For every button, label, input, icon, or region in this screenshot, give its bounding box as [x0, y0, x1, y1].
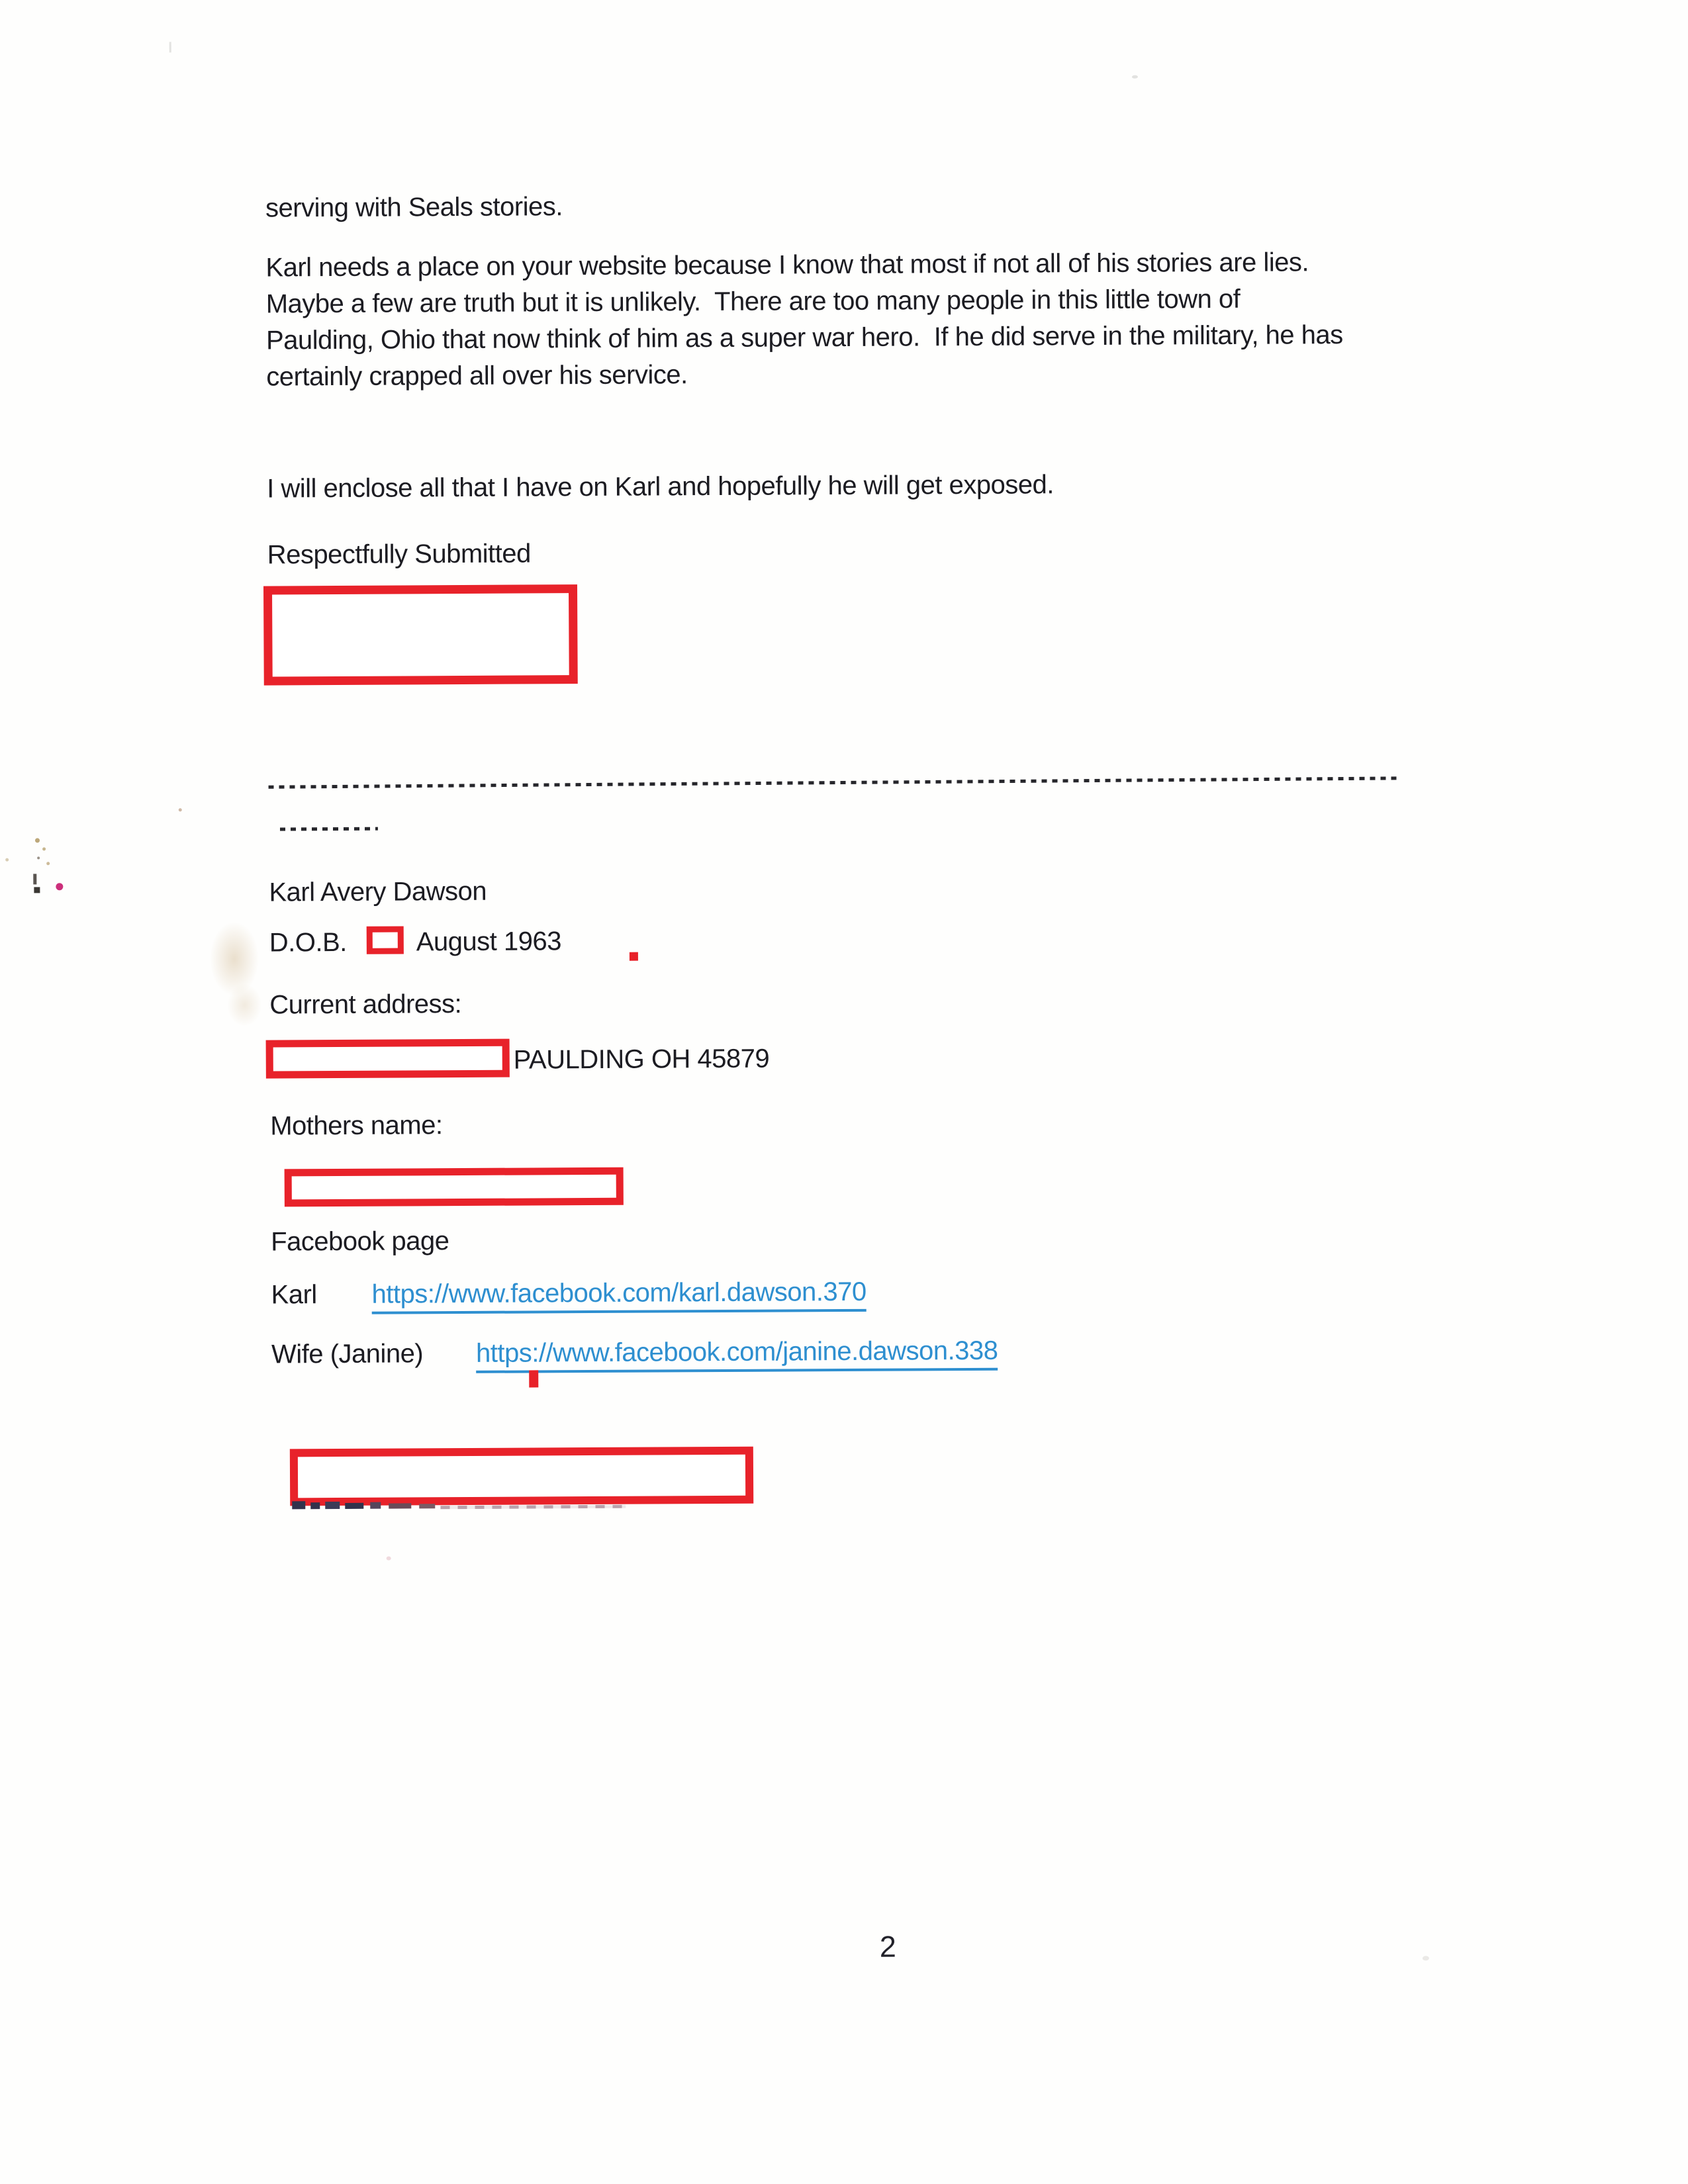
scan-speck	[1423, 1956, 1429, 1960]
scan-speck	[169, 42, 171, 52]
scan-speck	[179, 808, 182, 811]
scan-speck	[33, 874, 36, 884]
dashed-separator-short	[280, 827, 378, 831]
scan-speck	[5, 858, 9, 862]
hidden-text-remnant	[325, 1502, 340, 1509]
dob-label: D.O.B.	[269, 927, 347, 958]
scan-speck	[42, 847, 46, 850]
mothers-name-label: Mothers name:	[270, 1111, 443, 1141]
scan-speck-pink	[56, 883, 63, 890]
facebook-wife-label: Wife (Janine)	[271, 1339, 424, 1369]
opening-fragment-line: serving with Seals stories.	[265, 192, 563, 223]
dashed-separator-long	[269, 776, 1398, 788]
facebook-karl-link[interactable]: https://www.facebook.com/karl.dawson.370	[371, 1277, 866, 1314]
hidden-text-remnant	[419, 1504, 435, 1508]
scan-speck	[37, 856, 40, 859]
paragraph-line-3: Paulding, Ohio that now think of him as a super war hero. If he did serve in the military, he has	[265, 320, 1343, 355]
hidden-text-remnant	[389, 1503, 411, 1508]
stray-red-mark-1	[630, 952, 638, 961]
scan-speck	[34, 887, 40, 893]
hidden-text-remnant	[292, 1501, 305, 1509]
redaction-box-signature	[263, 584, 578, 685]
dob-value: August 1963	[416, 927, 562, 957]
scan-smudge	[210, 922, 259, 996]
enclosure-line: I will enclose all that I have on Karl and hopefully he will get exposed.	[267, 470, 1055, 504]
closing-line: Respectfully Submitted	[267, 539, 531, 570]
address-city-state-zip: PAULDING OH 45879	[513, 1044, 770, 1075]
facebook-heading: Facebook page	[271, 1226, 449, 1257]
redaction-box-street-address	[266, 1039, 510, 1079]
subject-name: Karl Avery Dawson	[269, 876, 487, 907]
hidden-text-remnant	[370, 1502, 381, 1509]
facebook-wife-link[interactable]: https://www.facebook.com/janine.dawson.338	[476, 1336, 998, 1373]
hidden-underline-remnant	[440, 1505, 626, 1509]
scan-speck	[35, 838, 40, 842]
redaction-box-mothers-name	[285, 1167, 624, 1207]
scan-speck	[46, 862, 50, 865]
stray-red-mark-2	[529, 1370, 538, 1387]
scan-speck	[387, 1557, 391, 1561]
paragraph-line-4: certainly crapped all over his service.	[266, 360, 688, 392]
redaction-box-dob-day	[367, 926, 404, 954]
hidden-text-remnant	[345, 1503, 363, 1509]
page-number: 2	[879, 1929, 896, 1964]
scan-speck	[1132, 75, 1138, 79]
scan-smudge	[227, 984, 261, 1026]
hidden-text-remnant	[310, 1502, 320, 1509]
facebook-karl-label: Karl	[271, 1280, 317, 1310]
paragraph-line-1: Karl needs a place on your website because I know that most if not all of his stories are lies.	[265, 248, 1309, 283]
current-address-label: Current address:	[269, 989, 462, 1020]
redaction-box-bottom	[290, 1447, 753, 1506]
paragraph-line-2: Maybe a few are truth but it is unlikely. There are too many people in this little town of	[265, 284, 1241, 319]
